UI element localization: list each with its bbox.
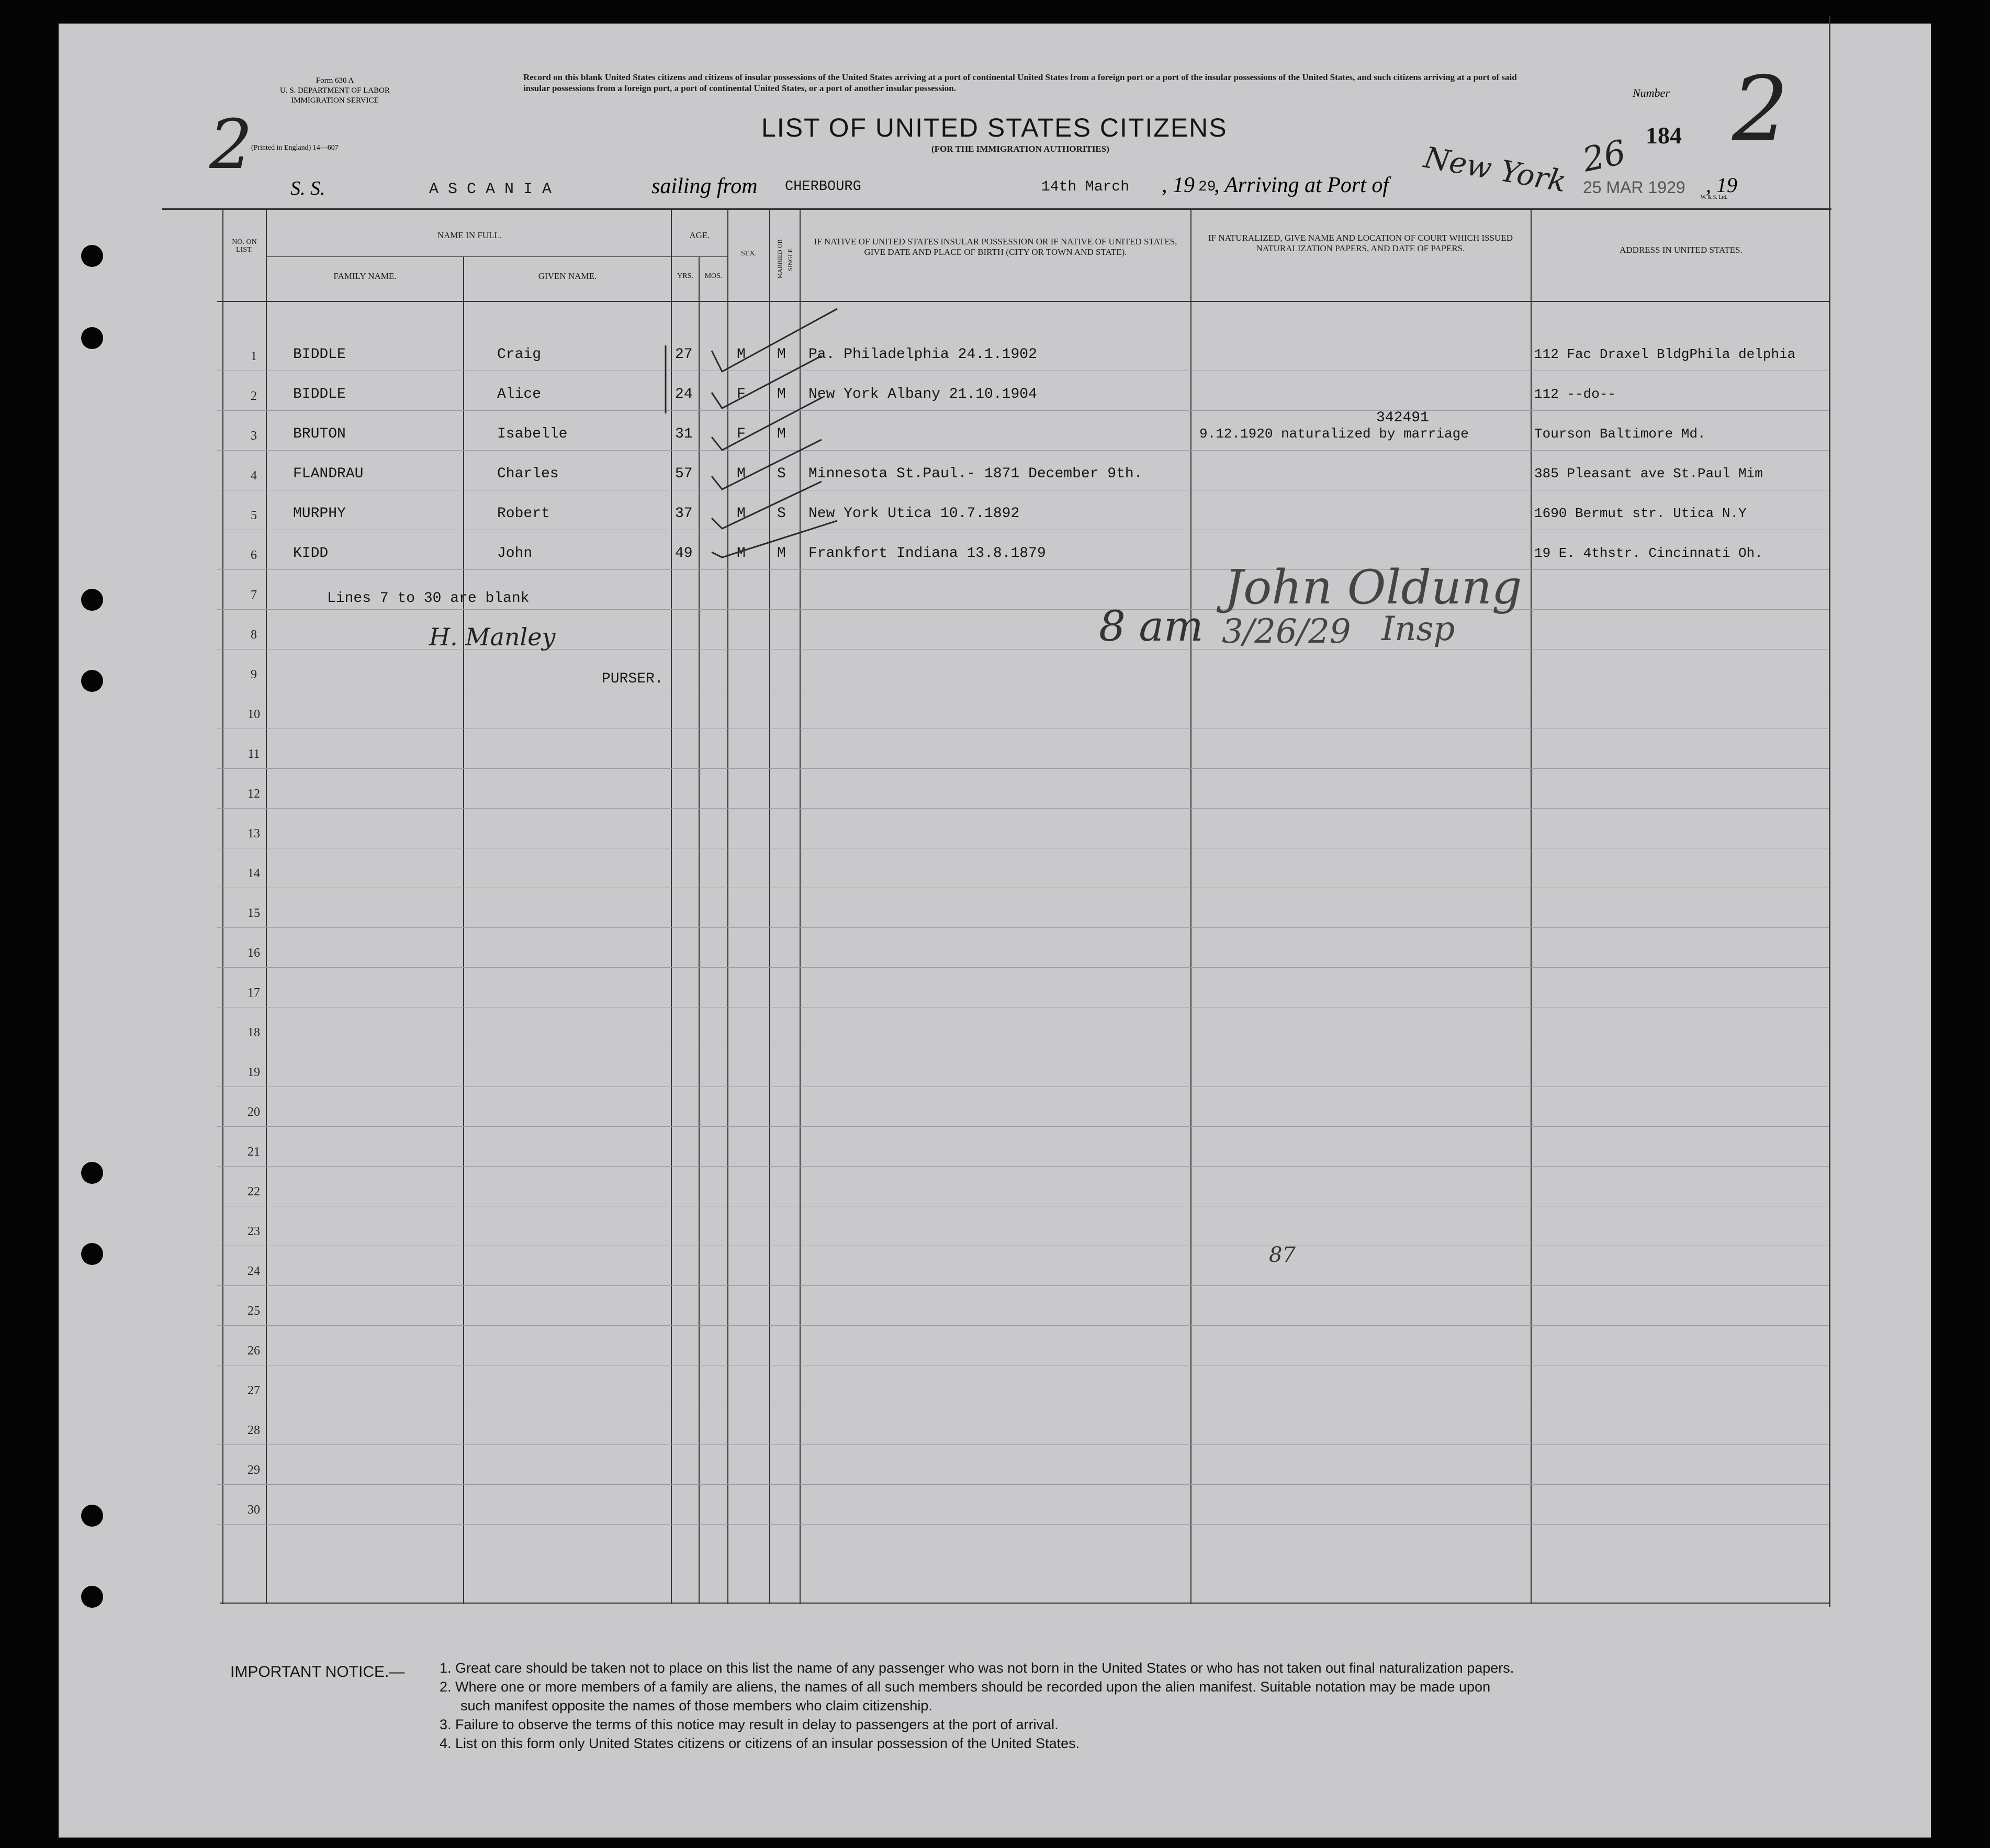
purser-signature: H. Manley [429, 623, 556, 651]
row-number: 1 [251, 350, 257, 363]
small-mark: 87 [1269, 1243, 1296, 1267]
blank-lines-note: Lines 7 to 30 are blank [327, 590, 530, 607]
stamp-day: 26 [1579, 133, 1629, 180]
row-rule [217, 967, 1829, 968]
given-name: Alice [497, 386, 542, 402]
address: 1690 Bermut str. Utica N.Y [1534, 506, 1747, 521]
header-age: AGE. [689, 230, 710, 240]
col-rule [266, 209, 267, 1604]
marital-status: M [777, 346, 786, 363]
ship-name: A S C A N I A [429, 181, 552, 198]
row-rule [217, 1444, 1829, 1445]
sex: F [737, 386, 746, 402]
inspector-signature: John Oldung [1224, 560, 1522, 615]
certificate-number: 342491 [1376, 410, 1429, 426]
address: Tourson Baltimore Md. [1534, 426, 1706, 442]
row-number: 14 [248, 867, 260, 880]
tick-marks [665, 283, 863, 576]
given-name: Craig [497, 346, 542, 363]
sex: M [737, 466, 746, 482]
given-name: Robert [497, 506, 550, 522]
header-naturalized: IF NATURALIZED, GIVE NAME AND LOCATION OF COURT WHICH ISSUED NATURALIZATION PAPERS, AND DATE OF PAPERS. [1208, 233, 1513, 253]
header-no-on-list: NO. ON LIST. [232, 238, 257, 254]
age-years: 24 [675, 386, 693, 402]
table-bottom-rule [220, 1603, 1829, 1604]
row-number: 26 [248, 1344, 260, 1358]
family-name: KIDD [293, 545, 329, 562]
form-id [272, 76, 398, 106]
purser-label: PURSER. [602, 671, 664, 687]
row-number: 25 [248, 1304, 260, 1318]
subheader-rule [267, 256, 672, 257]
sex: M [737, 506, 746, 522]
handwritten-number: 2 [209, 105, 253, 184]
header-sex: SEX. [741, 250, 757, 257]
row-number: 30 [248, 1503, 260, 1517]
sailing-date: 14th March [1041, 179, 1130, 195]
row-rule [217, 609, 1829, 610]
row-rule [217, 410, 1829, 411]
row-rule [217, 569, 1829, 570]
address: 385 Pleasant ave St.Paul Mim [1534, 466, 1763, 481]
given-name: Charles [497, 466, 559, 482]
punch-hole [81, 1243, 103, 1265]
punch-hole [81, 589, 103, 611]
header-birth: IF NATIVE OF UNITED STATES INSULAR POSSESSION OR IF NATIVE OF UNITED STATES, GIVE DATE AND PLACE OF BIRTH (CITY OR TOWN AND STATE). [814, 237, 1177, 257]
ss-label: S. S. [290, 177, 325, 199]
row-number: 2 [251, 389, 257, 403]
number-label: Number [1633, 86, 1670, 99]
header-married-single: MARRIED OR SINGLE. [776, 239, 794, 279]
year-prefix: , 19 [1162, 173, 1195, 197]
inspector-note: Insp [1381, 610, 1455, 648]
sex: F [737, 426, 746, 442]
row-rule [217, 450, 1829, 451]
naturalization: 9.12.1920 naturalized by marriage [1199, 426, 1469, 442]
notice-item: 4. List on this form only United States citizens or citizens of an insular possession of the United States. [440, 1735, 1080, 1751]
punch-hole [81, 1505, 103, 1527]
form-subtitle: (FOR THE IMMIGRATION AUTHORITIES) [931, 144, 1109, 154]
punch-hole [81, 1586, 103, 1608]
notice-item: 3. Failure to observe the terms of this notice may result in delay to passengers at the port of arrival. [440, 1717, 1059, 1732]
header-yrs: YRS. [677, 272, 693, 280]
col-rule [1190, 209, 1191, 1604]
row-rule [217, 1166, 1829, 1167]
given-name: John [497, 545, 533, 562]
row-rule [217, 1126, 1829, 1127]
row-number: 21 [248, 1145, 260, 1159]
notice-item: 2. Where one or more members of a family are aliens, the names of all such members should be recorded upon the alien manifest. Suitable notation may be made upon [440, 1679, 1491, 1695]
notice-item: such manifest opposite the names of those members who claim citizenship. [460, 1698, 932, 1713]
row-number: 11 [248, 747, 260, 761]
port-to: New York [1421, 140, 1569, 199]
arrival-stamp: 25 MAR 1929 [1583, 178, 1685, 197]
row-rule [217, 1484, 1829, 1485]
address: 19 E. 4thstr. Cincinnati Oh. [1534, 545, 1763, 561]
inspector-mark: 8 am [1099, 602, 1204, 651]
row-number: 15 [248, 906, 260, 920]
family-name: MURPHY [293, 506, 346, 522]
header-rule [217, 301, 1829, 302]
row-number: 28 [248, 1424, 260, 1437]
printed-note: (Printed in England) 14—607 [251, 144, 339, 152]
age-years: 37 [675, 506, 693, 522]
family-name: FLANDRAU [293, 466, 364, 482]
row-rule [217, 1325, 1829, 1326]
row-number: 12 [248, 787, 260, 801]
birth-place-date: Pa. Philadelphia 24.1.1902 [808, 346, 1037, 363]
age-subheader-rule [672, 256, 727, 257]
row-number: 18 [248, 1026, 260, 1039]
address: 112 --do-- [1534, 386, 1616, 402]
service: IMMIGRATION SERVICE [291, 96, 379, 105]
header-given-name: GIVEN NAME. [538, 271, 597, 281]
header-name-in-full: NAME IN FULL. [437, 230, 502, 240]
year-suffix: 29 [1198, 179, 1216, 195]
row-number: 6 [251, 548, 257, 562]
age-years: 27 [675, 346, 693, 363]
birth-place-date: Minnesota St.Paul.- 1871 December 9th. [808, 466, 1143, 482]
marital-status: S [777, 466, 786, 482]
row-number: 4 [251, 469, 257, 483]
header-family-name: FAMILY NAME. [333, 271, 397, 281]
header-address: ADDRESS IN UNITED STATES. [1620, 245, 1742, 255]
col-rule [222, 209, 223, 1604]
row-number: 7 [251, 588, 257, 602]
header-mos: MOS. [704, 272, 723, 280]
port-from: CHERBOURG [785, 179, 861, 195]
punch-hole [81, 327, 103, 349]
department: U. S. DEPARTMENT OF LABOR [280, 86, 390, 95]
form-title: LIST OF UNITED STATES CITIZENS [761, 113, 1228, 142]
arriving-label: , Arriving at Port of [1214, 173, 1389, 197]
row-number: 5 [251, 509, 257, 522]
row-number: 10 [248, 708, 260, 721]
row-number: 27 [248, 1384, 260, 1397]
marital-status: S [777, 506, 786, 522]
row-rule [217, 927, 1829, 928]
row-number: 19 [248, 1066, 260, 1079]
table-top-rule [162, 208, 1831, 210]
notice-item: 1. Great care should be taken not to place on this list the name of any passenger who was not born in the United States or who has not taken out final naturalization papers. [440, 1660, 1514, 1676]
notice-heading: IMPORTANT NOTICE.— [230, 1663, 405, 1681]
page-number: 184 [1646, 122, 1682, 149]
address: 112 Fac Draxel BldgPhila delphia [1534, 346, 1796, 362]
sex: M [737, 545, 746, 562]
punch-hole [81, 1162, 103, 1184]
row-rule [217, 1285, 1829, 1286]
printer-mark: W. & S. Ltd. [1701, 195, 1727, 200]
row-number: 17 [248, 986, 260, 1000]
number-value: 2 [1732, 58, 1789, 161]
year-end: , 19 [1706, 173, 1737, 197]
marital-status: M [777, 426, 786, 442]
row-rule [217, 1524, 1829, 1525]
birth-place-date: Frankfort Indiana 13.8.1879 [808, 545, 1046, 562]
col-rule [463, 256, 464, 1604]
birth-place-date: New York Albany 21.10.1904 [808, 386, 1037, 402]
manifest-page [59, 24, 1931, 1838]
row-number: 20 [248, 1105, 260, 1119]
row-number: 13 [248, 827, 260, 841]
form-number: Form 630 A [316, 76, 354, 85]
row-number: 23 [248, 1225, 260, 1238]
age-years: 57 [675, 466, 693, 482]
family-name: BIDDLE [293, 386, 346, 402]
sex: M [737, 346, 746, 363]
age-years: 31 [675, 426, 693, 442]
inspector-date: 3/26/29 [1222, 612, 1351, 651]
row-number: 22 [248, 1185, 260, 1199]
marital-status: M [777, 386, 786, 402]
age-years: 49 [675, 545, 693, 562]
row-number: 16 [248, 946, 260, 960]
row-number: 3 [251, 429, 257, 443]
family-name: BRUTON [293, 426, 346, 442]
punch-hole [81, 245, 103, 267]
row-number: 8 [251, 628, 257, 642]
row-number: 9 [251, 668, 257, 681]
birth-place-date: New York Utica 10.7.1892 [808, 506, 1020, 522]
family-name: BIDDLE [293, 346, 346, 363]
row-rule [217, 768, 1829, 769]
instructions: Record on this blank United States citizens and citizens of insular possessions of the United States arriving at a port of continental United States from a foreign port or a port of the insular possessions of the United States, and such citizens arriving at a port of said insular possessions from a foreign port, a port of continental United States, or a port of another insular possession. [523, 72, 1517, 93]
given-name: Isabelle [497, 426, 568, 442]
row-number: 24 [248, 1264, 260, 1278]
col-rule [1531, 209, 1532, 1604]
marital-status: M [777, 545, 786, 562]
punch-hole [81, 670, 103, 692]
row-rule [217, 808, 1829, 809]
row-number: 29 [248, 1463, 260, 1477]
sailing-label: sailing from [651, 174, 758, 198]
right-margin-rule [1829, 16, 1830, 1607]
